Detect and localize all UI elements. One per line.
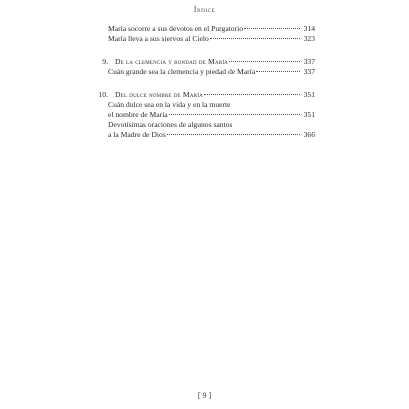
toc-entry-title: María lleva a sus siervos al Cielo bbox=[108, 34, 209, 43]
dot-leader bbox=[167, 134, 300, 135]
toc-entry bbox=[87, 24, 315, 34]
chapter-title: Del dulce nombre de María bbox=[115, 90, 203, 99]
toc-chapter-entry bbox=[87, 90, 315, 100]
toc-page-number: 314 bbox=[303, 24, 315, 33]
table-of-contents bbox=[87, 24, 315, 140]
toc-entry bbox=[87, 34, 315, 44]
chapter-number: 10. bbox=[98, 90, 108, 99]
toc-entry-title: el nombre de María bbox=[108, 110, 168, 119]
toc-entry-title: a la Madre de Dios bbox=[108, 130, 166, 139]
dot-leader bbox=[244, 28, 300, 29]
toc-entry-title: Cuán grande sea la clemencia y piedad de María bbox=[108, 67, 256, 76]
toc-chapter-entry bbox=[87, 57, 315, 67]
toc-page-number: 366 bbox=[303, 130, 315, 139]
toc-page-number: 337 bbox=[303, 67, 315, 76]
toc-entry-title: María socorre a sus devotos en el Purgatorio bbox=[108, 24, 244, 33]
running-head: Índice bbox=[193, 5, 216, 14]
toc-entry bbox=[87, 100, 315, 120]
dot-leader bbox=[256, 71, 300, 72]
toc-page-number: 351 bbox=[303, 110, 315, 119]
toc-entry-title-line1: Devotísimas oraciones de algunos santos bbox=[108, 120, 233, 129]
chapter-title: De la clemencia y bondad de María bbox=[115, 57, 228, 66]
page-folio: [ 9 ] bbox=[197, 391, 212, 400]
toc-entry bbox=[87, 120, 315, 140]
toc-page-number: 351 bbox=[303, 90, 315, 99]
toc-entry bbox=[87, 67, 315, 77]
toc-page-number: 323 bbox=[303, 34, 315, 43]
dot-leader bbox=[229, 61, 300, 62]
dot-leader bbox=[169, 114, 300, 115]
dot-leader bbox=[204, 94, 300, 95]
dot-leader bbox=[210, 38, 300, 39]
toc-page-number: 337 bbox=[303, 57, 315, 66]
chapter-number: 9. bbox=[102, 57, 108, 66]
toc-entry-title-line1: Cuán dulce sea en la vida y en la muerte bbox=[108, 100, 231, 109]
